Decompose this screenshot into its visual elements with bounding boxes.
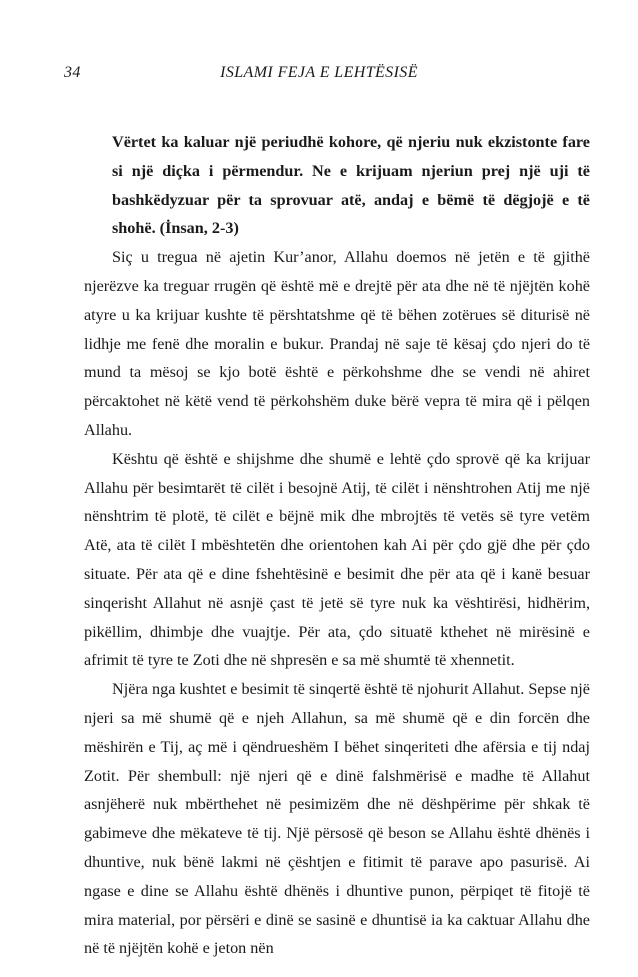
quran-verse-quote: Vërtet ka kaluar një periudhë kohore, që njeriu nuk ekzistonte fare si një diçka i përmendur. Ne e krijuam njeriun prej një uji të bashkëdyzuar për ta sprovuar atë, andaj e bëmë të dëgjojë e të shohë. (İnsan, 2-3) bbox=[112, 133, 590, 238]
page-header bbox=[64, 64, 574, 86]
paragraph-3: Njëra nga kushtet e besimit të sinqertë është të njohurit Allahut. Sepse një njeri sa më shumë që e njeh Allahun, sa më shumë që e din forcën dhe mëshirën e Tij, aç më i qëndrueshëm I bëhet sinqeriteti dhe afërsia e tij ndaj Zotit. Për shembull: një njeri që e dinë falshmërisë e madhe të Allahut asnjëherë nuk mbërthehet në pesimizëm dhe në dëshpërime për shkak të gabimeve dhe mëkateve të tij. Një përsosë që beson se Allahu është dhënës i dhuntive, nuk bënë lakmi në çështjen e fitimit të parave apo pasurisë. Ai ngase e dine se Allahu është dhënës i dhuntive punon, përpiqet të fitojë të mira material, por përsëri e dinë se sasinë e dhuntisë ia ka caktuar Allahu dhe në të njëjtën kohë e jeton nën bbox=[84, 680, 590, 958]
paragraph-1: Siç u tregua në ajetin Kur’anor, Allahu doemos në jetën e të gjithë njerëzve ka treguar rrugën që është më e drejtë për ata dhe në të njëjtën kohë atyre u ka krijuar kushte të përshtatshme që të bëhen zotërues së diturisë në lidhje me fenë dhe moralin e bukur. Prandaj në saje të kësaj çdo njeri do të mund ta mësoj se kjo botë është e përkohshme dhe se vendi në ahiret përcaktohet në këtë vend të përkohshëm duke bërë vepra të mira që i pëlqen Allahu. bbox=[84, 248, 590, 439]
body-text bbox=[84, 128, 590, 963]
paragraph-2: Kështu që është e shijshme dhe shumë e lehtë çdo sprovë që ka krijuar Allahu për besimtarët të cilët i besojnë Atij, të cilët i nënshtrohen Atij me një nënshtrim të plotë, të cilët e bëjnë mik dhe mbrojtës të vetës së tyre vetëm Atë, ata të cilët I mbështetën dhe orientohen kah Ai për çdo gjë dhe për çdo situate. Për ata që e dine fshehtësinë e besimit dhe për ata që i kanë besuar sinqerisht Allahut në asnjë çast të jetë së tyre nuk ka vështirësi, hidhërim, pikëllim, dhimbje dhe vuajtje. Për ata, çdo situatë kthehet në mirësinë e afrimit të tyre te Zoti dhe në shpresën e sa më shumtë të xhennetit. bbox=[84, 449, 590, 670]
page-number: 34 bbox=[64, 64, 81, 81]
running-title: ISLAMI FEJA E LEHTËSISË bbox=[220, 64, 418, 81]
